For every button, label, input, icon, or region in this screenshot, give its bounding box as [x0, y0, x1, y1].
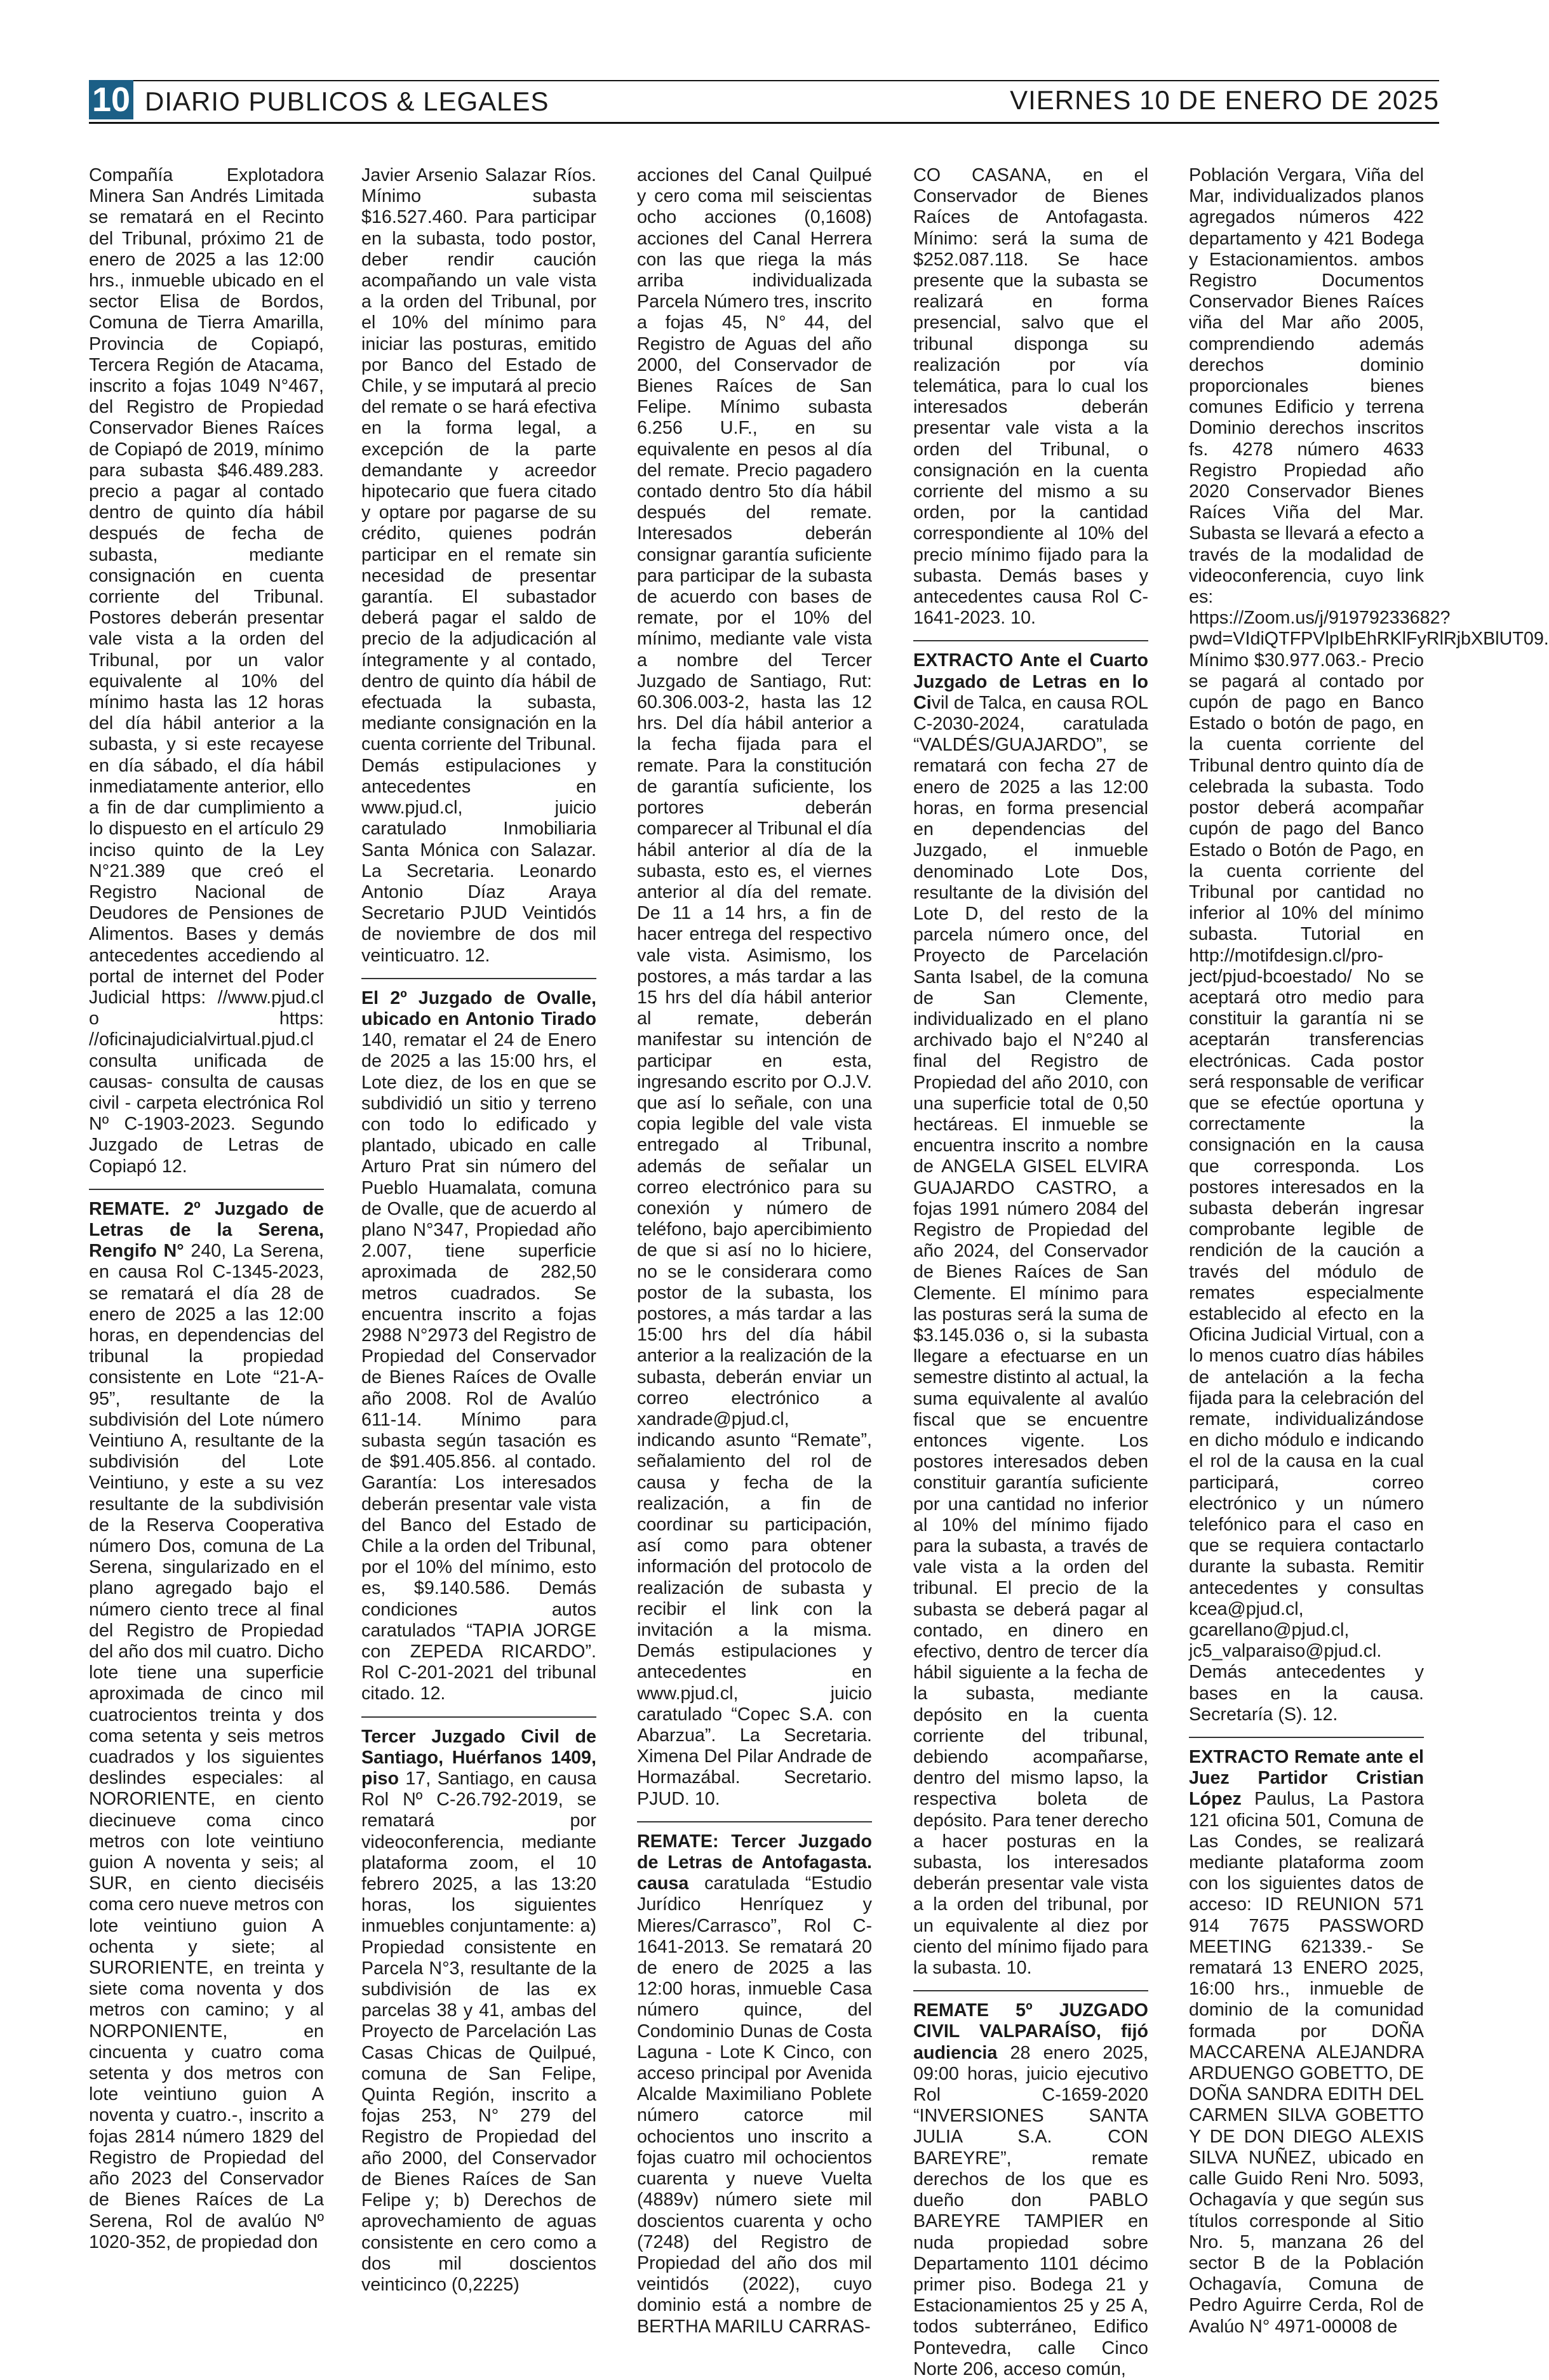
notice: Compañía Explotadora Minera San Andrés Limitada se rematará en el Recinto del Tribunal, próximo 21 de enero de 2025 a las 12:00 hrs., inmueble ubicado en el sector Elisa de Bordos, Comuna de Tierra Amarilla, Provincia de Copiapó, Tercera Región de Atacama, inscrito a fojas 1049 N°467, del Registro de Propiedad Conservador Bienes Raíces de Copiapó de 2019, mínimo para subasta $46.489.283. precio a pagar al contado dentro de quinto día hábil después de fecha de subasta, mediante consignación en cuenta corriente del Tribunal. Postores deberán presentar vale vista a la orden del Tribunal, por un valor equivalente al 10% del mínimo hasta las 12 horas del día hábil anterior a la subasta, y si este recayese en día sábado, el día hábil inmediatamente anterior, ello a fin de dar cumplimiento a lo dispuesto en el artículo 29 inciso quinto de la Ley N°21.389 que creó el Registro Nacional de Deudores de Pensiones de Alimentos. Bases y demás antecedentes accediendo al portal de internet del Poder Judicial https: //www.pjud.cl o https: //oficinajudicialvirtual.pjud.cl consulta unificada de causas- consulta de causas civil - carpeta electrónica Rol Nº C-1903-2023. Segundo Juzgado de Letras de Copiapó 12. [89, 165, 324, 1177]
column-2 [361, 165, 596, 2295]
notice-separator [913, 640, 1148, 641]
notice: REMATE: Tercer Juzgado de Letras de Antofagasta. causa caratulada “Estudio Jurídico Henríquez y Mieres/Carrasco”, Rol C-1641-2013. Se rematará 20 de enero de 2025 a las 12:00 horas, inmueble Casa número quince, del Condominio Dunas de Costa Laguna - Lote K Cinco, con acceso principal por Avenida Alcalde Maximiliano Poblete número catorce mil ochocientos uno inscrito a fojas cuatro mil ochocientos cuarenta y nueve Vuelta (4889v) número siete mil doscientos cuarenta y ocho (7248) del Registro de Propiedad del año dos mil veintidós (2022), cuyo dominio está a nombre de BERTHA MARILU CARRAS- [637, 1831, 872, 2337]
notice-lead: Tercer Juzgado Civil de Santiago, Huérfanos 1409, piso [361, 1726, 596, 1789]
issue-date: VIERNES 10 DE ENERO DE 2025 [1010, 85, 1439, 115]
notice-lead: REMATE 5º JUZGADO CIVIL VALPARAÍSO, fijó audiencia [913, 2000, 1148, 2063]
column-3 [637, 165, 872, 2337]
notice: CO CASANA, en el Conservador de Bienes Raíces de Antofagasta. Mínimo: será la suma de $252.087.118. Se hace presente que la subasta se realizará en forma presencial, salvo que el tribunal disponga su realización por vía telemática, para lo cual los interesados deberán presentar vale vista a la orden del Tribunal, o consignación en la cuenta corriente del mismo a su orden, por la cantidad correspondiente al 10% del precio mínimo fijado para la subasta. Demás bases y antecedentes causa Rol C-1641-2023. 10. [913, 165, 1148, 629]
header-rule [89, 122, 1439, 124]
notice-separator [913, 1990, 1148, 1991]
notice-lead: EXTRACTO Remate ante el Juez Partidor Cristian López [1189, 1747, 1424, 1810]
notice-lead: REMATE: Tercer Juzgado de Letras de Antofagasta. causa [637, 1831, 872, 1894]
notice: Javier Arsenio Salazar Ríos. Mínimo subasta $16.527.460. Para participar en la subasta, todo postor, deber rendir caución acompañando un vale vista a la orden del Tribunal, por el 10% del mínimo para iniciar las posturas, emitido por Banco del Estado de Chile, y se imputará al precio del remate o se hará efectiva en la forma legal, a excepción de la parte demandante y acreedor hipotecario que fuera citado y optare por pagarse de su crédito, quienes podrán participar en el remate sin necesidad de presentar garantía. El subastador deberá pagar el saldo de precio de la adjudicación al íntegramente y al contado, dentro de quinto día hábil de efectuada la subasta, mediante consignación en la cuenta corriente del Tribunal. Demás estipulaciones y antecedentes en www.pjud.cl, juicio caratulado Inmobiliaria Santa Mónica con Salazar. La Secretaria. Leonardo Antonio Díaz Araya Secretario PJUD Veintidós de noviembre de dos mil veinticuatro. 12. [361, 165, 596, 966]
notice: El 2º Juzgado de Ovalle, ubicado en Antonio Tirado 140, rematar el 24 de Enero de 2025 a las 15:00 hrs, el Lote diez, de los en que se subdividió un sitio y terreno con todo lo edificado y plantado, ubicado en calle Arturo Prat sin número del Pueblo Huamalata, comuna de Ovalle, que de acuerdo al plano N°347, Propiedad año 2.007, tiene superficie aproximada de 282,50 metros cuadrados. Se encuentra inscrito a fojas 2988 N°2973 del Registro de Propiedad del Conservador de Bienes Raíces de Ovalle año 2008. Rol de Avalúo 611-14. Mínimo para subasta según tasación es de $91.405.856. al contado. Garantía: Los interesados deberán presentar vale vista del Banco del Estado de Chile a la orden del Tribunal, por el 10% del mínimo, esto es, $9.140.586. Demás condiciones autos caratulados “TAPIA JORGE con ZEPEDA RICARDO”. Rol C-201-2021 del tribunal citado. 12. [361, 987, 596, 1704]
notice: REMATE 5º JUZGADO CIVIL VALPARAÍSO, fijó audiencia 28 enero 2025, 09:00 horas, juicio ejecutivo Rol C-1659-2020 “INVERSIONES SANTA JULIA S.A. CON BAREYRE”, remate derechos de los que es dueño don PABLO BAREYRE TAMPIER en nuda propiedad sobre Departamento 1101 décimo primer piso. Bodega 21 y Estacionamientos 25 y 25 A, todos subterráneo, Edifico Pontevedra, calle Cinco Norte 206, acceso común, [913, 2000, 1148, 2379]
notice: EXTRACTO Ante el Cuarto Juzgado de Letras en lo Civil de Talca, en causa ROL C-2030-2024, caratulada “VALDÉS/GUAJARDO”, se rematará con fecha 27 de enero de 2025 a las 12:00 horas, en forma presencial en dependencias del Juzgado, el inmueble denominado Lote Dos, resultante de la división del Lote D, del resto de la parcela número once, del Proyecto de Parcelación Santa Isabel, de la comuna de San Clemente, individualizado en el plano archivado bajo el N°240 al final del Registro de Propiedad del año 2010, con una superficie total de 0,50 hectáreas. El inmueble se encuentra inscrito a nombre de ANGELA GISEL ELVIRA GUAJARDO CASTRO, a fojas 1991 número 2084 del Registro de Propiedad del año 2024, del Conservador de Bienes Raíces de San Clemente. El mínimo para las posturas será la suma de $3.145.036 o, si la subasta llegare a efectuarse en un semestre distinto al actual, la suma equivalente al avalúo fiscal que se encuentre entonces vigente. Los postores interesados deben constituir garantía suficiente por una cantidad no inferior al 10% del mínimo fijado para la subasta, a través de vale vista a la orden del tribunal. El precio de la subasta se deberá pagar al contado, en dinero en efectivo, dentro de tercer día hábil siguiente a la fecha de la subasta, mediante depósito en la cuenta corriente del tribunal, debiendo acompañarse, dentro del mismo lapso, la respectiva boleta de depósito. Para tener derecho a hacer posturas en la subasta, los interesados deberán presentar vale vista a la orden del tribunal, por un equivalente al diez por ciento del mínimo fijado para la subasta. 10. [913, 650, 1148, 1979]
notice-separator [1189, 1737, 1424, 1738]
notice: Población Vergara, Viña del Mar, individualizados planos agregados números 422 departamento y 421 Bodega y Estacionamientos. ambos Registro Documentos Conservador Bienes Raíces viña del Mar año 2005, comprendiendo además derechos dominio proporcionales bienes comunes Edificio y terrena Dominio derechos inscritos fs. 4278 número 4633 Registro Propiedad año 2020 Conservador Bienes Raíces Viña del Mar. Subasta se llevará a efecto a través de la modalidad de videoconferencia, cuyo link es: https://Zoom.us/j/91979233682?pwd=VIdiQTFPVlpIbEhRKlFyRlRjbXBlUT09. Mínimo $30.977.063.- Precio se pagará al contado por cupón de pago en Banco Estado o botón de pago, en la cuenta corriente del Tribunal dentro quinto día de celebrada la subasta. Todo postor deberá acompañar cupón de pago del Banco Estado o Botón de Pago, en la cuenta corriente del Tribunal por cantidad no inferior al 10% del mínimo subasta. Tutorial en http://motifdesign.cl/pro-ject/pjud-bcoestado/ No se aceptará otro medio para constituir la garantía ni se aceptarán transferencias electrónicas. Cada postor será responsable de verificar que se efectúe oportuna y correctamente la consignación en la causa que corresponda. Los postores interesados en la subasta deberán ingresar comprobante legible de rendición de la caución a través del módulo de remates especialmente establecido al efecto en la Oficina Judicial Virtual, con a lo menos cuatro días hábiles de antelación a la fecha fijada para la celebración del remate, individualizándose en dicho módulo e indicando el rol de la causa en la cual participará, correo electrónico y un número telefónico para el caso en que se requiera contactarlo durante la subasta. Remitir antecedentes y consultas kcea@pjud.cl, gcarellano@pjud.cl, jc5_valparaiso@pjud.cl. Demás antecedentes y bases en la causa. Secretaría (S). 12. [1189, 165, 1549, 1725]
notice: Tercer Juzgado Civil de Santiago, Huérfanos 1409, piso 17, Santiago, en causa Rol Nº C-26.792-2019, se rematará por videoconferencia, mediante plataforma zoom, el 10 febrero 2025, a las 13:20 horas, los siguientes inmuebles conjuntamente: a) Propiedad consistente en Parcela N°3, resultante de la subdivisión de las ex parcelas 38 y 41, ambas del Proyecto de Parcelación Las Casas Chicas de Quilpué, comuna de San Felipe, Quinta Región, inscrito a fojas 253, N° 279 del Registro de Propiedad del año 2000, del Conservador de Bienes Raíces de San Felipe y; b) Derechos de aprovechamiento de aguas consistente en cero como a dos mil doscientos veinticinco (0,2225) [361, 1726, 596, 2295]
notice: REMATE. 2º Juzgado de Letras de la Serena, Rengifo N° 240, La Serena, en causa Rol C-1345-2023, se rematará el día 28 de enero de 2025 a las 12:00 horas, en dependencias del tribunal la propiedad consistente en Lote “21-A-95”, resultante de la subdivisión del Lote número Veintiuno A, resultante de la subdivisión del Lote Veintiuno, y este a su vez resultante de la subdivisión de la Reserva Cooperativa número Dos, comuna de La Serena, singularizado en el plano agregado bajo el número ciento trece al final del Registro de Propiedad del año dos mil cuatro. Dicho lote tiene una superficie aproximada de cinco mil cuatrocientos treinta y dos coma setenta y seis metros cuadrados y los siguientes deslindes especiales: al NORORIENTE, en ciento diecinueve coma cinco metros con lote veintiuno guion A noventa y seis; al SUR, en ciento dieciséis coma cero nueve metros con lote veintiuno guion A ochenta y siete; al SURORIENTE, en treinta y siete coma noventa y dos metros con camino; y al NORPONIENTE, en cincuenta y cuatro coma setenta y dos metros con lote veintiuno guion A noventa y cuatro.-, inscrito a fojas 2814 número 1829 del Registro de Propiedad del año 2023 del Conservador de Bienes Raíces de La Serena, Rol de avalúo Nº 1020-352, de propiedad don [89, 1198, 324, 2252]
column-5 [1189, 165, 1549, 2337]
notice-separator [89, 1189, 324, 1190]
column-1 [89, 165, 324, 2252]
column-4 [913, 165, 1148, 2379]
page-header [89, 80, 1439, 119]
notice-lead: El 2º Juzgado de Ovalle, ubicado en Antonio Tirado [361, 987, 596, 1029]
newspaper-name: DIARIO PUBLICOS & LEGALES [145, 86, 549, 116]
notice-lead: REMATE. 2º Juzgado de Letras de la Serena, Rengifo N° [89, 1198, 324, 1262]
notice: EXTRACTO Remate ante el Juez Partidor Cristian López Paulus, La Pastora 121 oficina 501, Comuna de Las Condes, se realizará mediante plataforma zoom con los siguientes datos de acceso: ID REUNION 571 914 7675 PASSWORD MEETING 621339.- Se rematará 13 ENERO 2025, 16:00 hrs., inmueble de dominio de la comunidad formada por DOÑA MACCARENA ALEJANDRA ARDUENGO GOBETTO, DE DOÑA SANDRA EDITH DEL CARMEN SILVA GOBETTO Y DE DON DIEGO ALEXIS SILVA NUÑEZ, ubicado en calle Guido Reni Nro. 5093, Ochagavía y que según sus títulos corresponde al Sitio Nro. 5, manzana 26 del sector B de la Población Ochagavía, Comuna de Pedro Aguirre Cerda, Rol de Avalúo N° 4971-00008 de [1189, 1747, 1424, 2337]
header-top-rule [133, 80, 1439, 81]
notice-separator [637, 1821, 872, 1822]
notice-lead: EXTRACTO Ante el Cuarto Juzgado de Letras en lo Ci [913, 650, 1148, 713]
notice: acciones del Canal Quilpué y cero coma mil seiscientas ocho acciones (0,1608) acciones del Canal Herrera con las que riega la más arriba individualizada Parcela Número tres, inscrito a fojas 45, N° 44, del Registro de Aguas del año 2000, del Conservador de Bienes Raíces de San Felipe. Mínimo subasta 6.256 U.F., en su equivalente en pesos al día del remate. Precio pagadero contado dentro 5to día hábil después del remate. Interesados deberán consignar garantía suficiente para participar de la subasta de acuerdo con bases de remate, por el 10% del mínimo, mediante vale vista a nombre del Tercer Juzgado de Santiago, Rut: 60.306.003-2, hasta las 12 hrs. Del día hábil anterior a la fecha fijada para el remate. Para la constitución de garantía suficiente, los portores deberán comparecer al Tribunal el día hábil anterior al día de la subasta, esto es, el viernes anterior al día del remate. De 11 a 14 hrs, a fin de hacer entrega del respectivo vale vista. Asimismo, los postores, a más tardar a las 15 hrs del día hábil anterior al remate, deberán manifestar su intención de participar en esta, ingresando escrito por O.J.V. que así lo señale, con una copia legible del vale vista entregado al Tribunal, además de señalar un correo electrónico para su conexión y número de teléfono, bajo apercibimiento de que si así no lo hiciere, no se le considerara como postor de la subasta, los postores, a más tardar a las 15:00 hrs del día hábil anterior a la realización de la subasta, deberán enviar un correo electrónico a xandrade@pjud.cl, indicando asunto “Remate”, señalamiento del rol de causa y fecha de la realización, a fin de coordinar su participación, así como para obtener información del protocolo de realización de subasta y recibir el link con la invitación a la misma. Demás estipulaciones y antecedentes en www.pjud.cl, juicio caratulado “Copec S.A. con Abarzua”. La Secretaria. Ximena Del Pilar Andrade de Hormazábal. Secretario. PJUD. 10. [637, 165, 872, 1809]
notice-separator [361, 1716, 596, 1718]
page-number: 10 [89, 80, 133, 119]
notice-separator [361, 978, 596, 979]
